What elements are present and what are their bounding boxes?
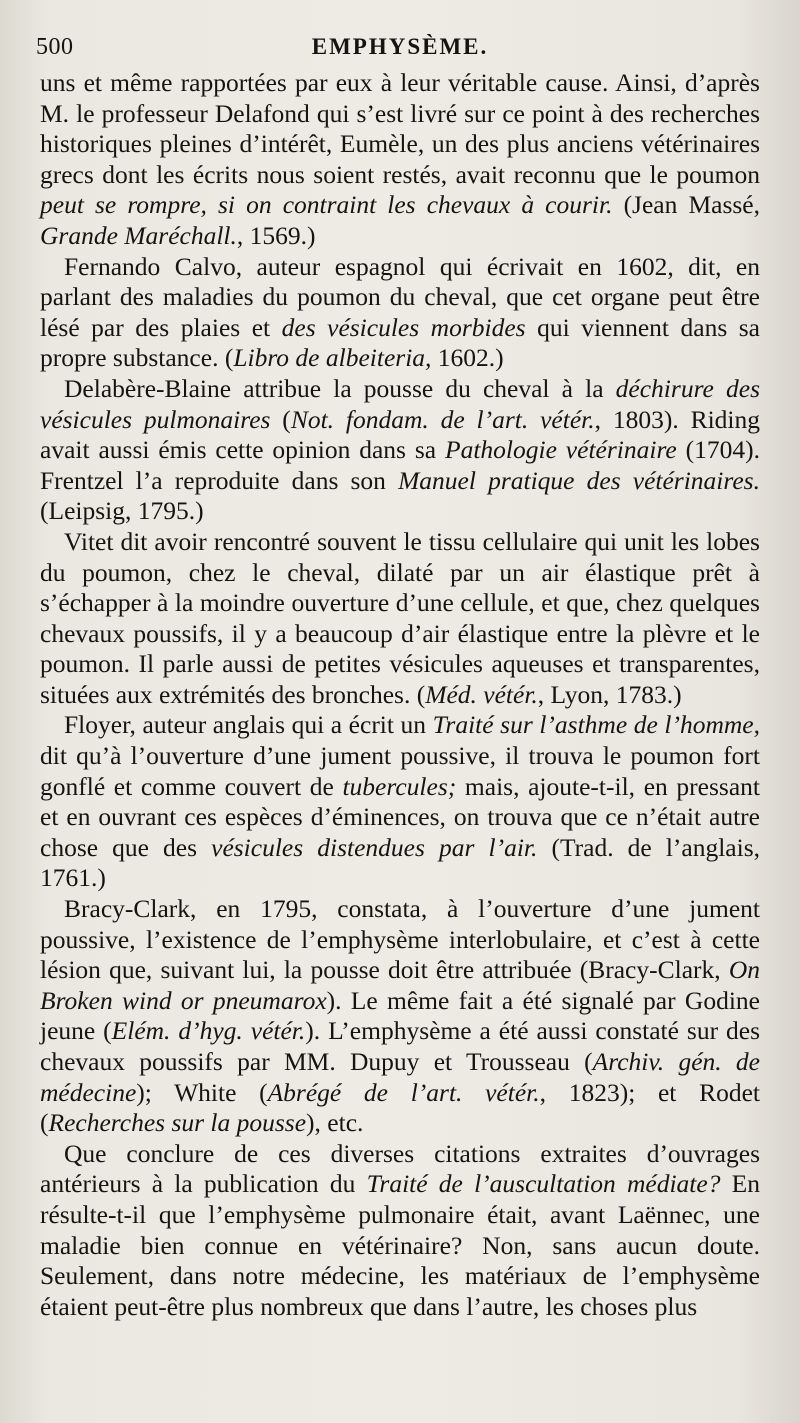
paragraph	[40, 710, 760, 894]
italic-text: vésicules distendues par l’air.	[211, 832, 538, 862]
text-run: qui viennent dans sa propre substance. (	[40, 312, 761, 373]
italic-text: déchirure des vésicules pulmonaires	[40, 373, 760, 434]
italic-text: peut se rompre, si on contraint les chevaux à courir.	[40, 190, 613, 220]
italic-text: Recherches sur la pousse	[48, 1108, 307, 1138]
text-run: Bracy-Clark, en 1795, constata, à l’ouverture d’une jument poussive, l’existence de l’emphysème interlobulaire, et c’est à cette lésion que, suivant lui, la pousse doit être attribuée (Bracy-Clark,	[40, 894, 760, 985]
text-run: ), etc.	[306, 1108, 364, 1138]
italic-text: Libro de albeiteria,	[233, 343, 432, 373]
text-run: ). L’emphysème a été aussi constaté sur des chevaux poussifs par MM. Dupuy et Trousseau (	[40, 1016, 760, 1076]
italic-text: tubercules;	[342, 771, 457, 801]
text-run: 1602.)	[431, 343, 504, 373]
text-run: (Leipsig, 1795.)	[40, 496, 204, 526]
body-text	[40, 68, 760, 1322]
text-run: , Lyon, 1783.)	[537, 679, 682, 709]
text-run: Vitet dit avoir rencontré souvent le tissu cellulaire qui unit les lobes du poumon, chez le cheval, dilaté par un air élastique prêt à s’échapper à la moindre ouverture d’une cellule, et que, chez quelques chevaux poussifs, il y a beaucoup d’air élastique entre la plèvre et le poumon. Il parle aussi de petites vésicules aqueuses et transparentes, situées aux extrémités des bronches. (	[40, 526, 760, 709]
italic-text: Méd. vétér.	[425, 679, 538, 709]
italic-text: Grande Maréchall.	[40, 220, 237, 250]
text-run: (1704). Frentzel l’a reproduite dans son	[40, 435, 761, 495]
italic-text: Abrégé de l’art. vétér.	[267, 1077, 540, 1107]
italic-text: On Broken wind or pneumarox	[40, 955, 760, 1015]
text-run: Que conclure de ces diverses citations extraites d’ouvrages antérieurs à la publication du	[40, 1138, 760, 1199]
page-number: 500	[36, 34, 74, 60]
text-run: (	[270, 404, 291, 434]
text-run: , 1803). Riding avait aussi émis cette opinion dans sa	[40, 404, 761, 465]
text-run: , 1823); et Rodet (	[40, 1077, 760, 1138]
italic-text: Not. fondam. de l’art. vétér.	[290, 404, 595, 434]
text-run: (Jean Massé,	[612, 190, 760, 220]
text-run: Fernando Calvo, auteur espagnol qui écrivait en 1602, dit, en parlant des maladies du poumon du cheval, que cet organe peut être lésé par des plaies et	[40, 251, 760, 342]
text-run: ). Le même fait a été signalé par Godine jeune (	[40, 985, 760, 1046]
italic-text: Pathologie vétérinaire	[445, 435, 677, 465]
italic-text: des vésicules morbides	[281, 312, 526, 342]
page-header	[36, 28, 760, 68]
text-run: Floyer, auteur anglais qui a écrit un	[64, 710, 433, 740]
text-run: (Trad. de l’anglais, 1761.)	[40, 832, 761, 893]
paragraph	[40, 252, 760, 374]
italic-text: Archiv. gén. de médecine	[40, 1047, 760, 1107]
text-run: dit qu’à l’ouverture d’une jument poussive, il trouva le poumon fort gonflé et comme couvert de	[40, 741, 760, 801]
paragraph	[40, 894, 760, 1139]
text-run: En résulte-t-il que l’emphysème pulmonaire était, avant Laënnec, une maladie bien connue en vétérinaire? Non, sans aucun doute. Seulement, dans notre médecine, les matériaux de l’emphysème étaient peut-être plus nombreux que dans l’autre, les choses plus	[40, 1169, 761, 1321]
text-run: mais, ajoute-t-il, en pressant et en ouvrant ces espèces d’éminences, on trouva que ce n’était autre chose que des	[40, 771, 760, 862]
italic-text: Traité sur l’asthme de l’homme,	[432, 710, 760, 740]
italic-text: Elém. d’hyg. vétér.	[111, 1016, 306, 1046]
text-run: , 1569.)	[236, 220, 316, 250]
paragraph	[40, 374, 760, 527]
paragraph	[40, 527, 760, 711]
paragraph	[40, 68, 760, 252]
text-run: ); White (	[136, 1077, 268, 1107]
text-run: uns et même rapportées par eux à leur véritable cause. Ainsi, d’après M. le professeur Delafond qui s’est livré sur ce point à des recherches historiques pleines d’intérêt, Eumèle, un des plus anciens vétérinaires grecs dont les écrits nous soient restés, avait reconnu que le poumon	[40, 68, 760, 189]
italic-text: Manuel pratique des vétérinaires.	[398, 465, 760, 495]
paragraph	[40, 1139, 760, 1323]
text-run: Delabère-Blaine attribue la pousse du cheval à la	[64, 373, 616, 403]
italic-text: Traité de l’auscultation médiate?	[366, 1169, 721, 1199]
running-title: EMPHYSÈME.	[311, 34, 489, 59]
